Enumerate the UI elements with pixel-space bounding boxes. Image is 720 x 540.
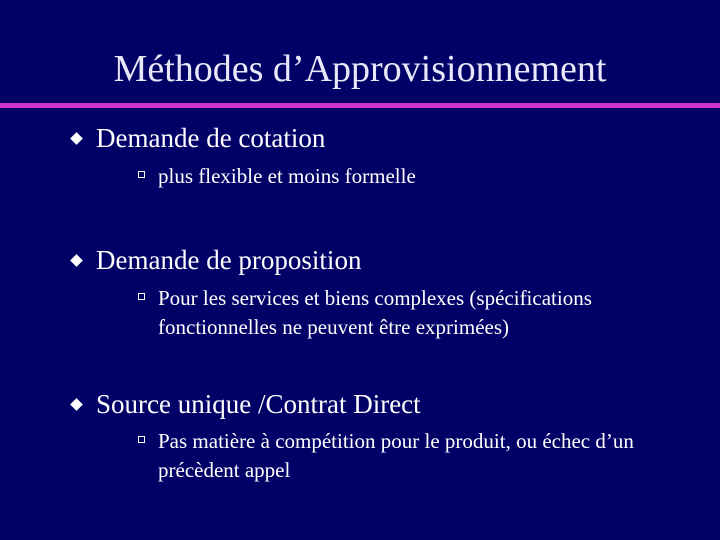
sub-bullet-2-1 bbox=[138, 284, 698, 342]
square-bullet-icon bbox=[138, 171, 145, 178]
bullet-3-label: Source unique /Contrat Direct bbox=[96, 389, 421, 419]
diamond-bullet-icon bbox=[70, 398, 83, 411]
diamond-bullet-icon bbox=[70, 132, 83, 145]
bullet-1-label: Demande de cotation bbox=[96, 123, 326, 153]
slide-title: Méthodes d’Approvisionnement bbox=[113, 48, 607, 90]
sub-bullet-2-1-text: Pour les services et biens complexes (spécifications fonctionnelles ne peuvent être exprimées) bbox=[158, 286, 592, 339]
square-bullet-icon bbox=[138, 436, 145, 443]
sub-bullet-3-1 bbox=[138, 427, 698, 485]
diamond-bullet-icon bbox=[70, 254, 83, 267]
sub-bullet-1-1 bbox=[138, 162, 698, 191]
sub-bullet-3-1-text: Pas matière à compétition pour le produit, ou échec d’un précèdent appel bbox=[158, 429, 634, 482]
bullet-2-label: Demande de proposition bbox=[96, 245, 362, 275]
sub-bullet-1-1-text: plus flexible et moins formelle bbox=[158, 164, 416, 188]
square-bullet-icon bbox=[138, 293, 145, 300]
title-divider bbox=[0, 103, 720, 108]
